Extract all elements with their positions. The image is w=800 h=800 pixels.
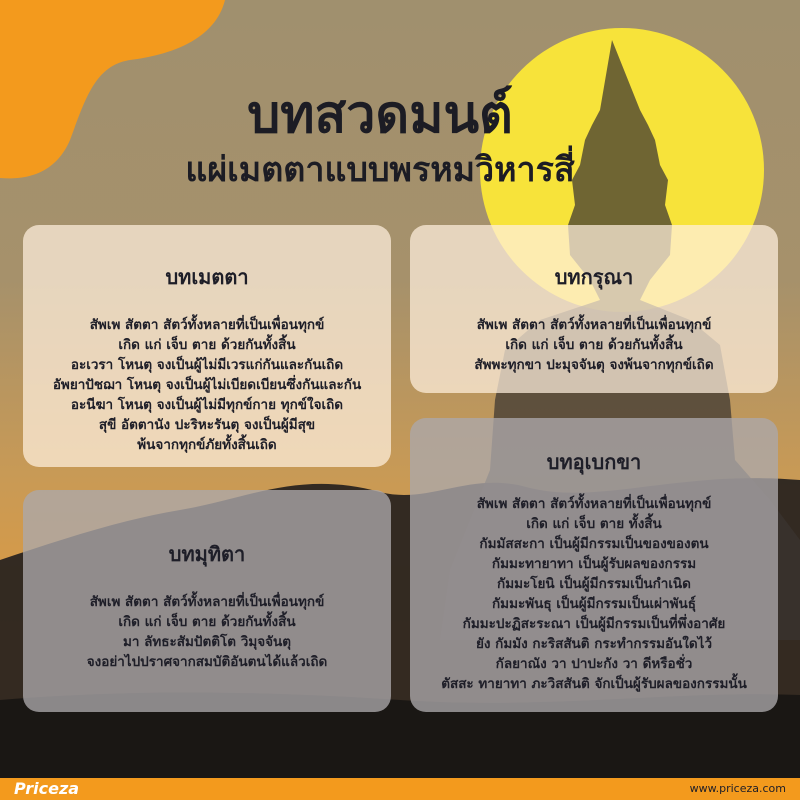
karuna-card-text	[410, 315, 778, 375]
page-subtitle: แผ่เมตตาแบบพรหมวิหารสี่	[185, 150, 575, 190]
metta-line: อัพยาปัชฌา โหนตุ จงเป็นผู้ไม่เบียดเบียนซึ่งกันและกัน	[52, 377, 362, 393]
karuna-card-title: บทกรุณา	[554, 265, 634, 289]
metta-line: เกิด แก่ เจ็บ ตาย ด้วยกันทั้งสิ้น	[118, 337, 296, 353]
metta-line: พ้นจากทุกข์ภัยทั้งสิ้นเถิด	[137, 437, 277, 453]
mudita-line: จงอย่าไปปราศจากสมบัติอันตนได้แล้วเถิด	[86, 654, 328, 670]
mudita-card-text	[23, 592, 391, 672]
upekkha-line: กัมมะปะฏิสะระณา เป็นผู้มีกรรมเป็นที่พึ่งอาศัย	[462, 616, 726, 632]
metta-line: อะเวรา โหนตุ จงเป็นผู้ไม่มีเวรแก่กันและกันเถิด	[70, 357, 344, 373]
karuna-line: เกิด แก่ เจ็บ ตาย ด้วยกันทั้งสิ้น	[505, 337, 683, 353]
metta-card-text	[23, 315, 391, 455]
upekkha-line: เกิด แก่ เจ็บ ตาย ทั้งสิ้น	[526, 516, 662, 532]
upekkha-line: สัพเพ สัตตา สัตว์ทั้งหลายที่เป็นเพื่อนทุกข์	[476, 496, 712, 512]
mudita-line: เกิด แก่ เจ็บ ตาย ด้วยกันทั้งสิ้น	[118, 614, 296, 630]
upekkha-line: กัมมะโยนิ เป็นผู้มีกรรมเป็นกำเนิด	[497, 576, 691, 592]
upekkha-line: กัลยาณัง วา ปาปะกัง วา ดีหรือชั่ว	[495, 656, 693, 672]
mudita-card	[23, 490, 391, 712]
brand-logo[interactable]: Priceza	[14, 779, 80, 798]
mudita-line: สัพเพ สัตตา สัตว์ทั้งหลายที่เป็นเพื่อนทุกข์	[89, 594, 325, 610]
upekkha-card	[410, 418, 778, 712]
upekkha-line: กัมมะพันธุ เป็นผู้มีกรรมเป็นเผ่าพันธุ์	[492, 596, 696, 612]
footer-bar	[0, 778, 800, 800]
website-url[interactable]: www.priceza.com	[689, 782, 786, 795]
metta-card	[23, 225, 391, 467]
page-title: บทสวดมนต์	[247, 85, 513, 145]
karuna-line: สัพเพ สัตตา สัตว์ทั้งหลายที่เป็นเพื่อนทุกข์	[476, 317, 712, 333]
upekkha-line: ตัสสะ ทายาทา ภะวิสสันติ จักเป็นผู้รับผลของกรรมนั้น	[441, 676, 747, 692]
metta-line: สัพเพ สัตตา สัตว์ทั้งหลายที่เป็นเพื่อนทุกข์	[89, 317, 325, 333]
upekkha-line: กัมมะทายาทา เป็นผู้รับผลของกรรม	[491, 556, 697, 572]
karuna-line: สัพพะทุกขา ปะมุจจันตุ จงพ้นจากทุกข์เถิด	[474, 357, 714, 373]
upekkha-card-title: บทอุเบกขา	[546, 450, 642, 474]
mudita-card-title: บทมุทิตา	[168, 542, 246, 566]
upekkha-card-text	[410, 494, 778, 694]
upekkha-line: ยัง กัมมัง กะริสสันติ กระทำกรรมอันใดไว้	[475, 636, 713, 652]
upekkha-line: กัมมัสสะกา เป็นผู้มีกรรมเป็นของของตน	[479, 536, 709, 552]
metta-line: สุขี อัตตานัง ปะริหะรันตุ จงเป็นผู้มีสุข	[98, 417, 316, 433]
mudita-line: มา ลัทธะสัมปัตติโต วิมุจจันตุ	[122, 634, 292, 650]
metta-card-title: บทเมตตา	[165, 265, 249, 289]
karuna-card	[410, 225, 778, 393]
metta-line: อะนีฆา โหนตุ จงเป็นผู้ไม่มีทุกข์กาย ทุกข์ใจเถิด	[70, 397, 344, 413]
